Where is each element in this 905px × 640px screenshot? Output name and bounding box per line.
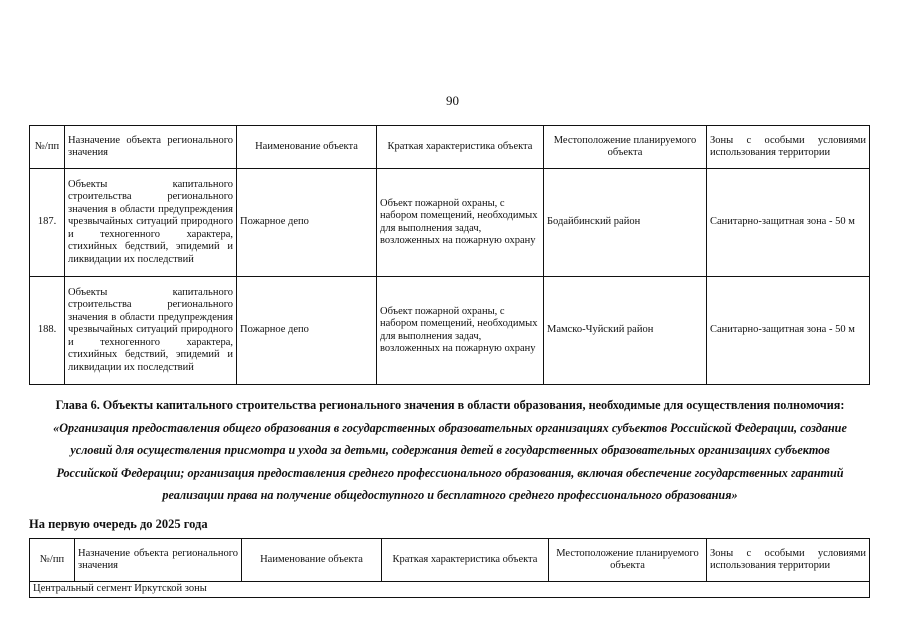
row-name: Пожарное депо xyxy=(237,277,377,385)
header-name: Наименование объекта xyxy=(237,126,377,169)
row-description: Объект пожарной охраны, с набором помещений, необходимых для выполнения задач, возложенных на пожарную охрану xyxy=(377,277,544,385)
header-location: Местоположение планируемого объекта xyxy=(544,126,707,169)
header-name: Наименование объекта xyxy=(242,539,382,582)
row-num: 188. xyxy=(30,277,65,385)
header-location: Местоположение планируемого объекта xyxy=(549,539,707,582)
chapter-heading xyxy=(40,394,860,507)
row-zones: Санитарно-защитная зона - 50 м xyxy=(707,169,870,277)
header-zones: Зоны с особыми условиями использования территории xyxy=(707,539,870,582)
header-description: Краткая характеристика объекта xyxy=(377,126,544,169)
header-description: Краткая характеристика объекта xyxy=(382,539,549,582)
header-zones: Зоны с особыми условиями использования территории xyxy=(707,126,870,169)
row-purpose: Объекты капитального строительства регионального значения в области предупреждения чрезвычайных ситуаций природного и техногенного характера, стихийных бедствий, эпидемий и ликвидации их последствий xyxy=(65,169,237,277)
row-location: Бодайбинский район xyxy=(544,169,707,277)
table-row xyxy=(30,277,870,385)
row-location: Мамско-Чуйский район xyxy=(544,277,707,385)
page-number: 90 xyxy=(446,93,459,108)
table-header-row xyxy=(30,539,870,582)
row-description: Объект пожарной охраны, с набором помещений, необходимых для выполнения задач, возложенных на пожарную охрану xyxy=(377,169,544,277)
segment-label: Центральный сегмент Иркутской зоны xyxy=(30,582,870,598)
table-row xyxy=(30,169,870,277)
chapter-title: Глава 6. Объекты капитального строительства регионального значения в области образования, необходимые для осуществления полномочия: xyxy=(55,398,845,412)
row-purpose: Объекты капитального строительства регионального значения в области предупреждения чрезвычайных ситуаций природного и техногенного характера, стихийных бедствий, эпидемий и ликвидации их последствий xyxy=(65,277,237,385)
row-zones: Санитарно-защитная зона - 50 м xyxy=(707,277,870,385)
table-header-row xyxy=(30,126,870,169)
header-num: №/пп xyxy=(30,126,65,169)
row-num: 187. xyxy=(30,169,65,277)
queue-title: На первую очередь до 2025 года xyxy=(29,517,208,531)
row-name: Пожарное депо xyxy=(237,169,377,277)
chapter-italic-text: «Организация предоставления общего образования в государственных образовательных организациях субъектов Российской Федерации, создание условий для осуществления присмотра и ухода за детьми, содержания детей в государственных образовательных организациях субъектов Российской Федерации; организация предоставления среднего профессионального образования, включая обеспечение государственных гарантий реализации права на получение общедоступного и бесплатного среднего профессионального образования» xyxy=(53,420,847,502)
education-objects-table xyxy=(29,538,870,598)
segment-row xyxy=(30,582,870,598)
objects-table xyxy=(29,125,870,385)
header-purpose: Назначение объекта регионального значения xyxy=(75,539,242,582)
header-num: №/пп xyxy=(30,539,75,582)
header-purpose: Назначение объекта регионального значения xyxy=(65,126,237,169)
